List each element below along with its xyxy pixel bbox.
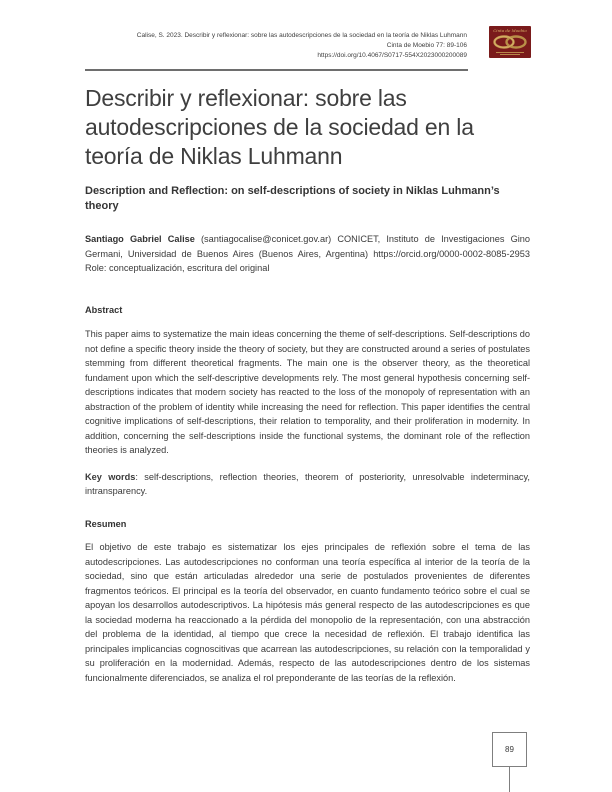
page-number-stem xyxy=(509,767,510,792)
article-body xyxy=(85,84,530,685)
doi-link[interactable]: https://doi.org/10.4067/S0717-554X2023000200089 xyxy=(317,52,467,59)
keywords-list: : self-descriptions, reflection theories, theorem of posteriority, unresolvable indeterminacy, intransparency. xyxy=(85,471,530,496)
citation-reference-line: Calise, S. 2023. Describir y reflexionar: sobre las autodescripciones de la sociedad en la teoría de Niklas Luhmann xyxy=(136,32,467,39)
author-name: Santiago Gabriel Calise xyxy=(85,234,195,244)
logo-caption-bar xyxy=(496,52,524,53)
resumen-text: El objetivo de este trabajo es sistematizar los ejes principales de reflexión sobre el tema de las autodescripciones. Las autodescripciones no conforman una teoría específica al interior de la teoría de la sociedad, sino que están articuladas alrededor una serie de postulados provenientes de diferentes fragmentos teóricos. El principal es la teoría del observador, en cuanto fundamento teórico sobre el cual se apoyan los desarrollos autodescriptivos. La hipótesis más general respecto de las autodescripciones es que la sociedad moderna ha reaccionado a la pérdida del monopolio de la representación, con una abstracción del problema de la identidad, al tiempo que crece la necesidad de reflexión. El trabajo identifica las principales implicancias cognoscitivas que acarrean las autodescripciones, su relación con la temporalidad y su proliferación en la modernidad. Además, respecto de las autodescripciones dentro de los sistemas funcionalmente diferenciados, se analiza el rol preponderante de las teorías de la reflexión. xyxy=(85,542,530,683)
abstract-heading: Abstract xyxy=(85,304,123,315)
author-info xyxy=(85,232,530,276)
article-subtitle-en: Description and Reflection: on self-descriptions of society in Niklas Luhmann’s theory xyxy=(85,185,500,212)
logo-caption-bar xyxy=(500,54,520,55)
article-title: Describir y reflexionar: sobre las autodescripciones de la sociedad en la teoría de Niklas Luhmann xyxy=(85,85,474,169)
keywords xyxy=(85,470,530,499)
citation-journal-line: Cinta de Moebio 77: 89-106 xyxy=(386,42,467,49)
header-rule xyxy=(85,69,468,71)
journal-logo-name: Cinta de Moebio xyxy=(493,28,527,33)
keywords-label: Key words xyxy=(85,471,136,482)
page-number-box xyxy=(492,732,527,767)
author-details: (santiagocalise@conicet.gov.ar) CONICET, Instituto de Investigaciones Gino Germani, Universidad de Buenos Aires (Buenos Aires, Argentina) https://orcid.org/0000-0002-8085-2953 Role: conceptualización, escritura del original xyxy=(85,234,530,273)
journal-logo xyxy=(489,26,531,58)
header-citation xyxy=(137,31,467,61)
moebius-rings-icon xyxy=(493,34,527,50)
resumen-heading: Resumen xyxy=(85,518,127,529)
abstract-text: This paper aims to systematize the main ideas concerning the theme of self-descriptions. Self-descriptions do not define a specific theory inside the theory of society, but they are constructed around a series of postulates stemming from different theoretical fragments. The main one is the observer theory, as the theoretical fundament upon which the self-descriptive developments rely. The most general hypothesis concerning self-descriptions indicates that modern society has reacted to the loss of the monopoly of representation with an abstraction of the problem of identity while increasing the need for reflection. This paper identifies the central cognitive implications of self-descriptions, their relation to temporality, and their proliferation in modernity. In addition, concerning the self-descriptions inside the functional systems, the dominant role of the reflection theories is analyzed. xyxy=(85,329,530,455)
page-number: 89 xyxy=(505,745,514,754)
